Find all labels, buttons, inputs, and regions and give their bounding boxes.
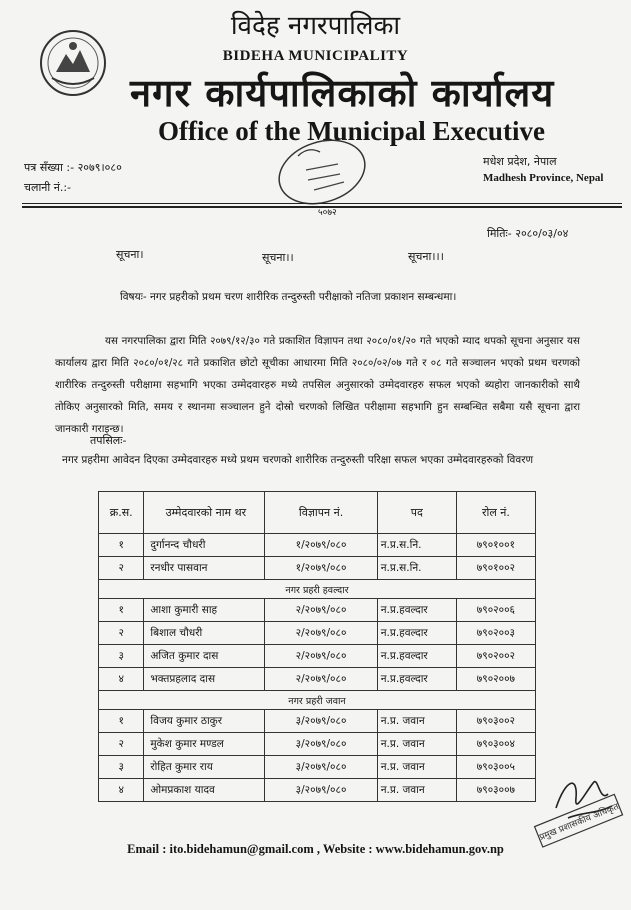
cell-advertisement: २/२०७९/०८० <box>265 645 377 668</box>
table-row <box>99 710 536 733</box>
cell-serial: ३ <box>99 756 144 779</box>
cell-post: न.प्र. जवान <box>377 710 456 733</box>
header-divider-thick <box>22 206 622 208</box>
table-row <box>99 622 536 645</box>
section-label: नगर प्रहरी हवल्दार <box>99 580 536 599</box>
table-header-row <box>99 492 536 534</box>
subject-line: विषयः- नगर प्रहरीको प्रथम चरण शारीरिक तन्दुरुस्ती परीक्षाको नतिजा प्रकाशन सम्बन्धमा। <box>120 291 457 303</box>
table-row <box>99 733 536 756</box>
table-row <box>99 779 536 802</box>
cell-serial: ३ <box>99 645 144 668</box>
table-row <box>99 645 536 668</box>
cell-name: दुर्गानन्द चौधरी <box>144 534 265 557</box>
province-english: Madhesh Province, Nepal <box>483 172 604 184</box>
municipality-name-english: BIDEHA MUNICIPALITY <box>222 48 409 64</box>
office-name-english: Office of the Municipal Executive <box>158 116 545 146</box>
cell-name: आशा कुमारी साह <box>144 599 265 622</box>
section-row <box>99 580 536 599</box>
cell-roll: ७९०१००१ <box>456 534 535 557</box>
cell-serial: १ <box>99 710 144 733</box>
footer-contact: Email : ito.bidehamun@gmail.com , Website : www.bidehamun.gov.np <box>127 842 504 856</box>
office-name-nepali: नगर कार्यपालिकाको कार्यालय <box>130 70 555 115</box>
cell-name: विजय कुमार ठाकुर <box>144 710 265 733</box>
cell-roll: ७९०२००२ <box>456 645 535 668</box>
tapasil-label: तपसिलः- <box>90 434 127 447</box>
cell-roll: ७९०२००३ <box>456 622 535 645</box>
cell-name: ओमप्रकाश यादव <box>144 779 265 802</box>
municipality-name-nepali: विदेह नगरपालिका <box>230 11 401 41</box>
candidate-table <box>98 491 536 802</box>
cell-serial: १ <box>99 599 144 622</box>
header-divider <box>22 203 622 204</box>
table-row <box>99 599 536 622</box>
cell-name: भक्तप्रहलाद दास <box>144 668 265 691</box>
officer-stamp-text: प्रमुख प्रशासकीय अधिकृत <box>538 802 621 844</box>
notice-heading-2: सूचना।। <box>262 251 294 264</box>
cell-post: न.प्र. जवान <box>377 756 456 779</box>
cell-serial: २ <box>99 622 144 645</box>
header-name: उम्मेदवारको नाम थर <box>144 492 265 534</box>
cell-roll: ७९०२००७ <box>456 668 535 691</box>
table-row <box>99 668 536 691</box>
cell-advertisement: २/२०७९/०८० <box>265 668 377 691</box>
notice-heading-3: सूचना।।। <box>408 250 444 263</box>
cell-name: मुकेश कुमार मण्डल <box>144 733 265 756</box>
stamp-number: ५०७२ <box>318 208 337 218</box>
header-serial: क्र.स. <box>99 492 144 534</box>
cell-post: न.प्र.स.नि. <box>377 534 456 557</box>
date: मितिः- २०८०/०३/०४ <box>487 227 569 240</box>
cell-advertisement: ३/२०७९/०८० <box>265 733 377 756</box>
cell-name: रनधीर पासवान <box>144 557 265 580</box>
cell-serial: ४ <box>99 779 144 802</box>
cell-name: बिशाल चौधरी <box>144 622 265 645</box>
cell-advertisement: १/२०७९/०८० <box>265 534 377 557</box>
cell-post: न.प्र.हवल्दार <box>377 668 456 691</box>
cell-post: न.प्र.हवल्दार <box>377 622 456 645</box>
header-post: पद <box>377 492 456 534</box>
office-stamp-icon <box>268 136 376 216</box>
cell-post: न.प्र.स.नि. <box>377 557 456 580</box>
cell-advertisement: २/२०७९/०८० <box>265 599 377 622</box>
cell-roll: ७९०१००२ <box>456 557 535 580</box>
cell-advertisement: ३/२०७९/०८० <box>265 710 377 733</box>
province-nepali: मधेश प्रदेश, नेपाल <box>483 155 557 168</box>
cell-advertisement: ३/२०७९/०८० <box>265 756 377 779</box>
dispatch-number: चलानी नं.:- <box>24 181 72 194</box>
cell-advertisement: १/२०७९/०८० <box>265 557 377 580</box>
header-roll: रोल नं. <box>456 492 535 534</box>
cell-name: अजित कुमार दास <box>144 645 265 668</box>
cell-serial: २ <box>99 557 144 580</box>
cell-post: न.प्र.हवल्दार <box>377 645 456 668</box>
cell-roll: ७९०३००४ <box>456 733 535 756</box>
cell-roll: ७९०३००२ <box>456 710 535 733</box>
cell-roll: ७९०३००५ <box>456 756 535 779</box>
cell-serial: ४ <box>99 668 144 691</box>
table-row <box>99 557 536 580</box>
cell-name: रोहित कुमार राय <box>144 756 265 779</box>
cell-advertisement: ३/२०७९/०८० <box>265 779 377 802</box>
cell-roll: ७९०३००७ <box>456 779 535 802</box>
section-row <box>99 691 536 710</box>
table-row <box>99 756 536 779</box>
cell-post: न.प्र. जवान <box>377 779 456 802</box>
cell-serial: २ <box>99 733 144 756</box>
table-intro: नगर प्रहरीमा आवेदन दिएका उम्मेदवारहरु मध्ये प्रथम चरणको शारीरिक तन्दुरुस्ती परिक्षा सफल भएका उम्मेदवारहरुको विवरण <box>62 454 534 466</box>
table-row <box>99 534 536 557</box>
section-label: नगर प्रहरी जवान <box>99 691 536 710</box>
notice-heading-1: सूचना। <box>116 248 144 261</box>
header-advertisement: विज्ञापन नं. <box>265 492 377 534</box>
cell-roll: ७९०२००६ <box>456 599 535 622</box>
cell-post: न.प्र.हवल्दार <box>377 599 456 622</box>
reference-number: पत्र सँख्या :- २०७९।०८० <box>24 161 122 174</box>
notice-body: यस नगरपालिका द्वारा मिति २०७९/१२/३० गते प्रकाशित विज्ञापन तथा २०८०/०१/२० गते भएको म्याद थपको सूचना अनुसार यस कार्यालय द्वारा मिति २०८०/०१/२८ गते प्रकाशित छोटो सूचीका आधारमा मिति २०८०/०२/०७ गते र ०८ गते सञ्चालन भएको प्रथम चरणको शारीरिक तन्दुरुस्ती परीक्षामा सहभागि भएका उम्मेदवारहरु मध्ये तपसिल अनुसारको उम्मेदवारहरु सफल भएको ब्यहोरा जानकारीको साथै तोकिए अनुसारको मिति, समय र स्थानमा सञ्चालन हुने दोस्रो चरणको लिखित परीक्षामा सहभागि हुन सम्बन्धित सबैमा यसै सूचना द्वारा जानकारी गराइन्छ। <box>55 335 580 435</box>
cell-advertisement: २/२०७९/०८० <box>265 622 377 645</box>
cell-serial: १ <box>99 534 144 557</box>
cell-post: न.प्र. जवान <box>377 733 456 756</box>
